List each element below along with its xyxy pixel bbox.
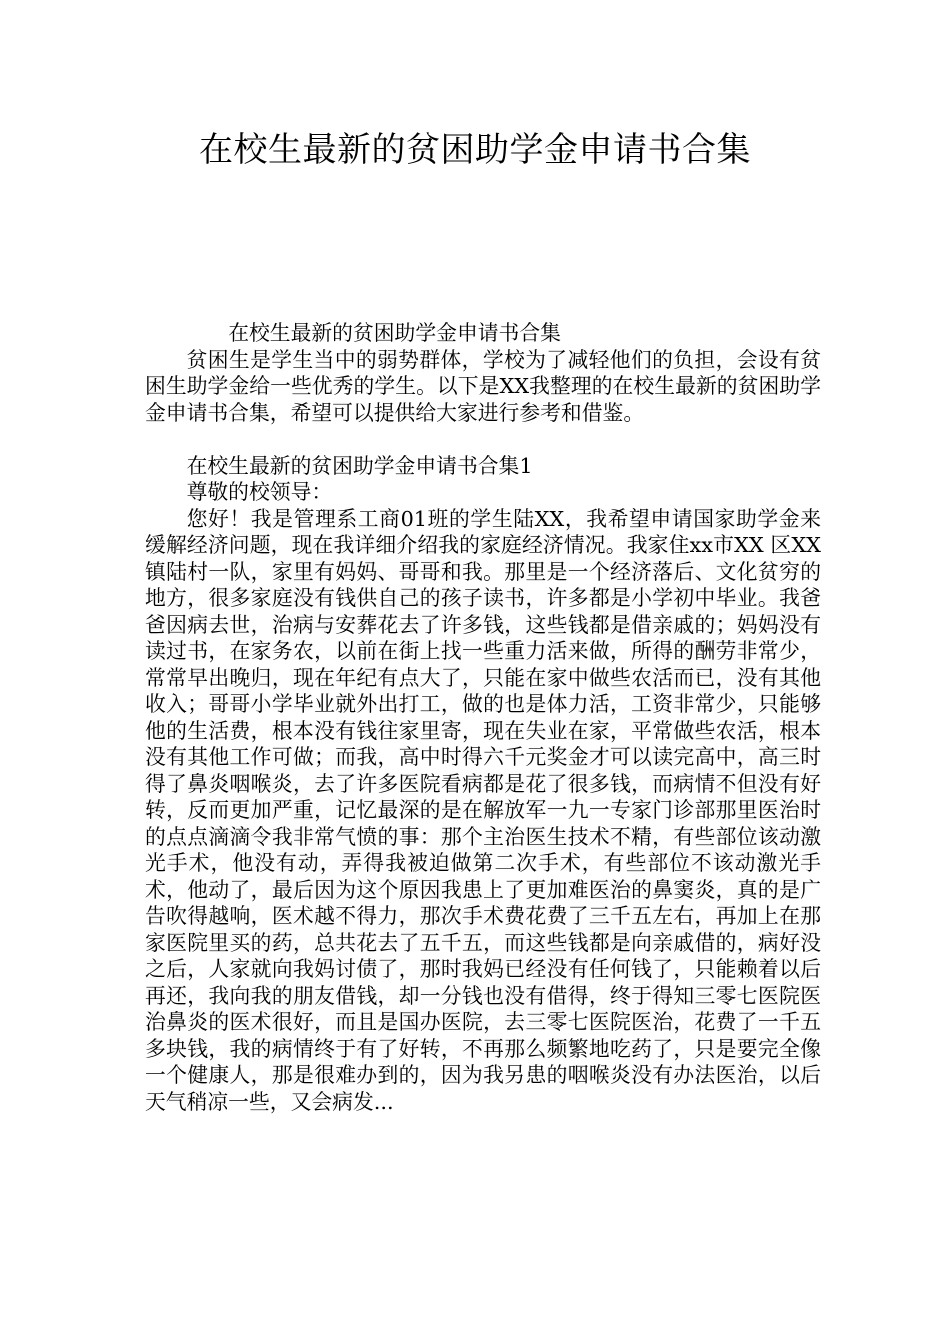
intro-paragraph: 贫困生是学生当中的弱势群体，学校为了减轻他们的负担，会设有贫困生助学金给一些优秀的学生。以下是XX我整理的在校生最新的贫困助学金申请书合集，希望可以提供给大家进行参考和借鉴。: [145, 347, 821, 425]
paragraph-gap: [145, 426, 821, 453]
document-subtitle: 在校生最新的贫困助学金申请书合集: [228, 321, 561, 345]
letter-body-paragraph: 您好！我是管理系工商01班的学生陆XX，我希望申请国家助学金来缓解经济问题，现在我详细介绍我的家庭经济情况。我家住xx市XX 区XX 镇陆村一队，家里有妈妈、哥哥和我。那里是一个经济落后、文化贫穷的地方，很多家庭没有钱供自己的孩子读书，许多都是小学初中毕业。我爸爸因病去世，治病与安葬花去了许多钱，这些钱都是借亲戚的；妈妈没有读过书，在家务农，以前在街上找一些重力活来做，所得的酬劳非常少，常常早出晚归，现在年纪有点大了，只能在家中做些农活而已，没有其他收入；哥哥小学毕业就外出打工，做的也是体力活，工资非常少，只能够他的生活费，根本没有钱往家里寄，现在失业在家，平常做些农活，根本没有其他工作可做；而我，高中时得六千元奖金才可以读完高中，高三时得了鼻炎咽喉炎，去了许多医院看病都是花了很多钱，而病情不但没有好转，反而更加严重，记忆最深的是在解放军一九一专家门诊部那里医治时的点点滴滴令我非常气愤的事：那个主治医生技术不精，有些部位该动激光手术，他没有动，弄得我被迫做第二次手术，有些部位不该动激光手术，他动了，最后因为这个原因我患上了更加难医治的鼻窦炎，真的是广告吹得越响，医术越不得力，那次手术费花费了三千五左右，再加上在那家医院里买的药，总共花去了五千五，而这些钱都是向亲戚借的，病好没之后，人家就向我妈讨债了，那时我妈已经没有任何钱了，只能赖着以后再还，我向我的朋友借钱，却一分钱也没有借得，终于得知三零七医院医治鼻炎的医术很好，而且是国办医院，去三零七医院医治，花费了一千五多块钱，我的病情终于有了好转，不再那么频繁地吃药了，只是要完全像一个健康人，那是很难办到的，因为我另患的咽喉炎没有办法医治，以后天气稍凉一些，又会病发...: [145, 506, 821, 1114]
document-title: 在校生最新的贫困助学金申请书合集: [199, 130, 751, 170]
section-heading: 在校生最新的贫困助学金申请书合集1: [186, 453, 533, 478]
document-body: [145, 320, 821, 1115]
salutation: 尊敬的校领导：: [186, 480, 333, 504]
